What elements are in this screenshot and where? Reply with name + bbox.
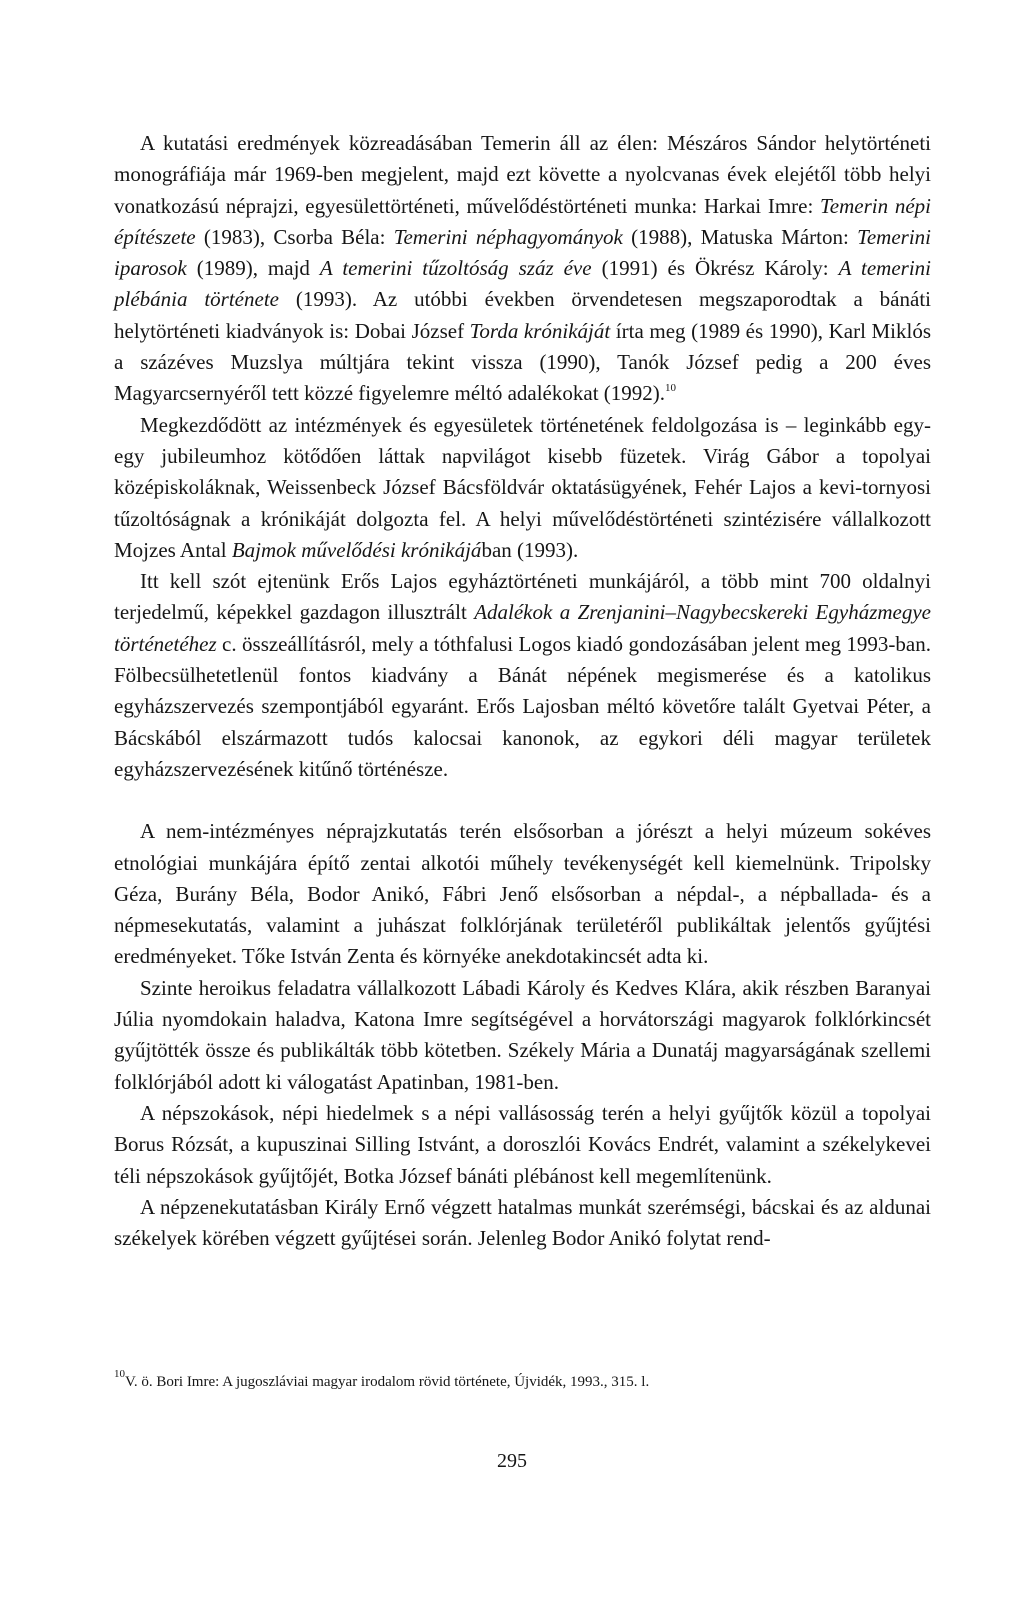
text-run: Itt kell szót ejtenünk Erős Lajos egyháztörténeti munkájáról, a több mint 700 oldalnyi terjedelmű, képekkel gazdagon illusztrált [114,569,931,625]
italic-title: Temerini néphagyományok [393,224,623,249]
page-number: 295 [497,1450,527,1472]
paragraph [114,816,931,972]
text-run: c. összeállításról, mely a tóthfalusi Logos kiadó gondozásában jelent meg 1993-ban. Fölbecsülhetetlenül fontos kiadvány a Bánát népének megismerése és a katolikus egyházszervezés szempontjából egyaránt. Erős Lajosban méltó követőre talált Gyetvai Péter, a Bácskából elszármazott tudós kalocsai kanonok, az egykori déli magyar területek egyházszervezésének kitűnő történésze. [114,631,931,781]
text-run: A nem-intézményes néprajzkutatás terén elsősorban a jórészt a helyi múzeum sokéves etnológiai munkájára építő zentai alkotói műhely tevékenységét kell kiemelnünk. Tripolsky Géza, Burány Béla, Bodor Anikó, Fábri Jenő elsősorban a népdal-, a népballada- és a népmesekutatás, valamint a juhászat folklórjának területéről publikáltak jelentős gyűjtési eredményeket. Tőke István Zenta és környéke anekdotakincsét adta ki. [114,819,931,969]
footnote [114,1368,931,1392]
text-run: írta meg (1989 és 1990), Karl Miklós a százéves Muzslya múltjára tekint vissza (1990), Tanók József pedig a 200 éves Magyarcsernyéről tett közzé figyelemre méltó adalékokat (1992). [114,318,931,406]
paragraph [114,128,931,410]
text-run: Megkezdődött az intézmények és egyesületek történetének feldolgozása is – leginkább egy-egy jubileumhoz kötődően láttak napvilágot kisebb füzetek. Virág Gábor a topolyai középiskoláknak, Weissenbeck József Bácsföldvár oktatásügyének, Fehér Lajos a kevi-tornyosi tűzoltóságnak a krónikáját dolgozta fel. A helyi művelődéstörténeti szintézisére vállalkozott Mojzes Antal [114,412,931,562]
body-text [114,128,931,1254]
paragraph [114,973,931,1098]
italic-title: A temerini plébánia története [114,256,932,312]
italic-title: A temerini tűzoltóság száz éve [319,256,592,281]
footnote-reference: 10 [665,382,677,395]
paragraph [114,1098,931,1192]
text-run: (1991) és Ökrész Károly: [591,256,839,281]
text-run: ban (1993). [481,537,579,562]
italic-title: Bajmok művelődési krónikájá [231,537,482,562]
italic-title: Torda krónikáját [469,318,611,343]
paragraph [114,1192,931,1255]
text-run: A népszokások, népi hiedelmek s a népi vallásosság terén a helyi gyűjtők közül a topolyai Borus Rózsát, a kupuszinai Silling Istvánt, a doroszlói Kovács Endrét, valamint a székelykevei téli népszokások gyűjtőjét, Botka József bánáti plébánost kell megemlítenünk. [114,1100,931,1188]
text-run: (1988), Matuska Márton: [622,224,858,249]
text-run: A népzenekutatásban Király Ernő végzett hatalmas munkát szerémségi, bácskai és az aldunai székelyek körében végzett gyűjtései során. Jelenleg Bodor Anikó folytat rend- [114,1194,931,1251]
text-run: (1993). Az utóbbi években örvendetesen megszaporodtak a bánáti helytörténeti kiadványok is: Dobai József [114,287,931,343]
footnote-mark: 10 [114,1368,125,1380]
text-run: Szinte heroikus feladatra vállalkozott Lábadi Károly és Kedves Klára, akik részben Baranyai Júlia nyomdokain haladva, Katona Imre segítségével a horvátországi magyarok folklórkincsét gyűjtötték össze és publikálták több kötetben. Székely Mária a Dunatáj magyarságának szellemi folklórjából adott ki válogatást Apatinban, 1981-ben. [114,975,931,1094]
italic-title: Temerin népi építészete [114,193,931,249]
italic-title: Temerini iparosok [114,224,931,281]
text-run: (1989), majd [186,256,320,281]
paragraph [114,410,931,566]
italic-title: Adalékok a Zrenjanini–Nagybecskereki Egyházmegye történetéhez [114,600,932,656]
text-run: A kutatási eredmények közreadásában Temerin áll az élen: Mészáros Sándor helytörténeti monográfiája már 1969-ben megjelent, majd ezt követte a nyolcvanas évek elejétől több helyi vonatkozású néprajzi, egyesülettörténeti, művelődéstörténeti munka: Harkai Imre: [114,131,931,218]
paragraph [114,566,931,785]
footnote-text: V. ö. Bori Imre: A jugoszláviai magyar irodalom rövid története, Újvidék, 1993., 315. l. [125,1374,650,1390]
text-run: (1983), Csorba Béla: [195,224,394,249]
